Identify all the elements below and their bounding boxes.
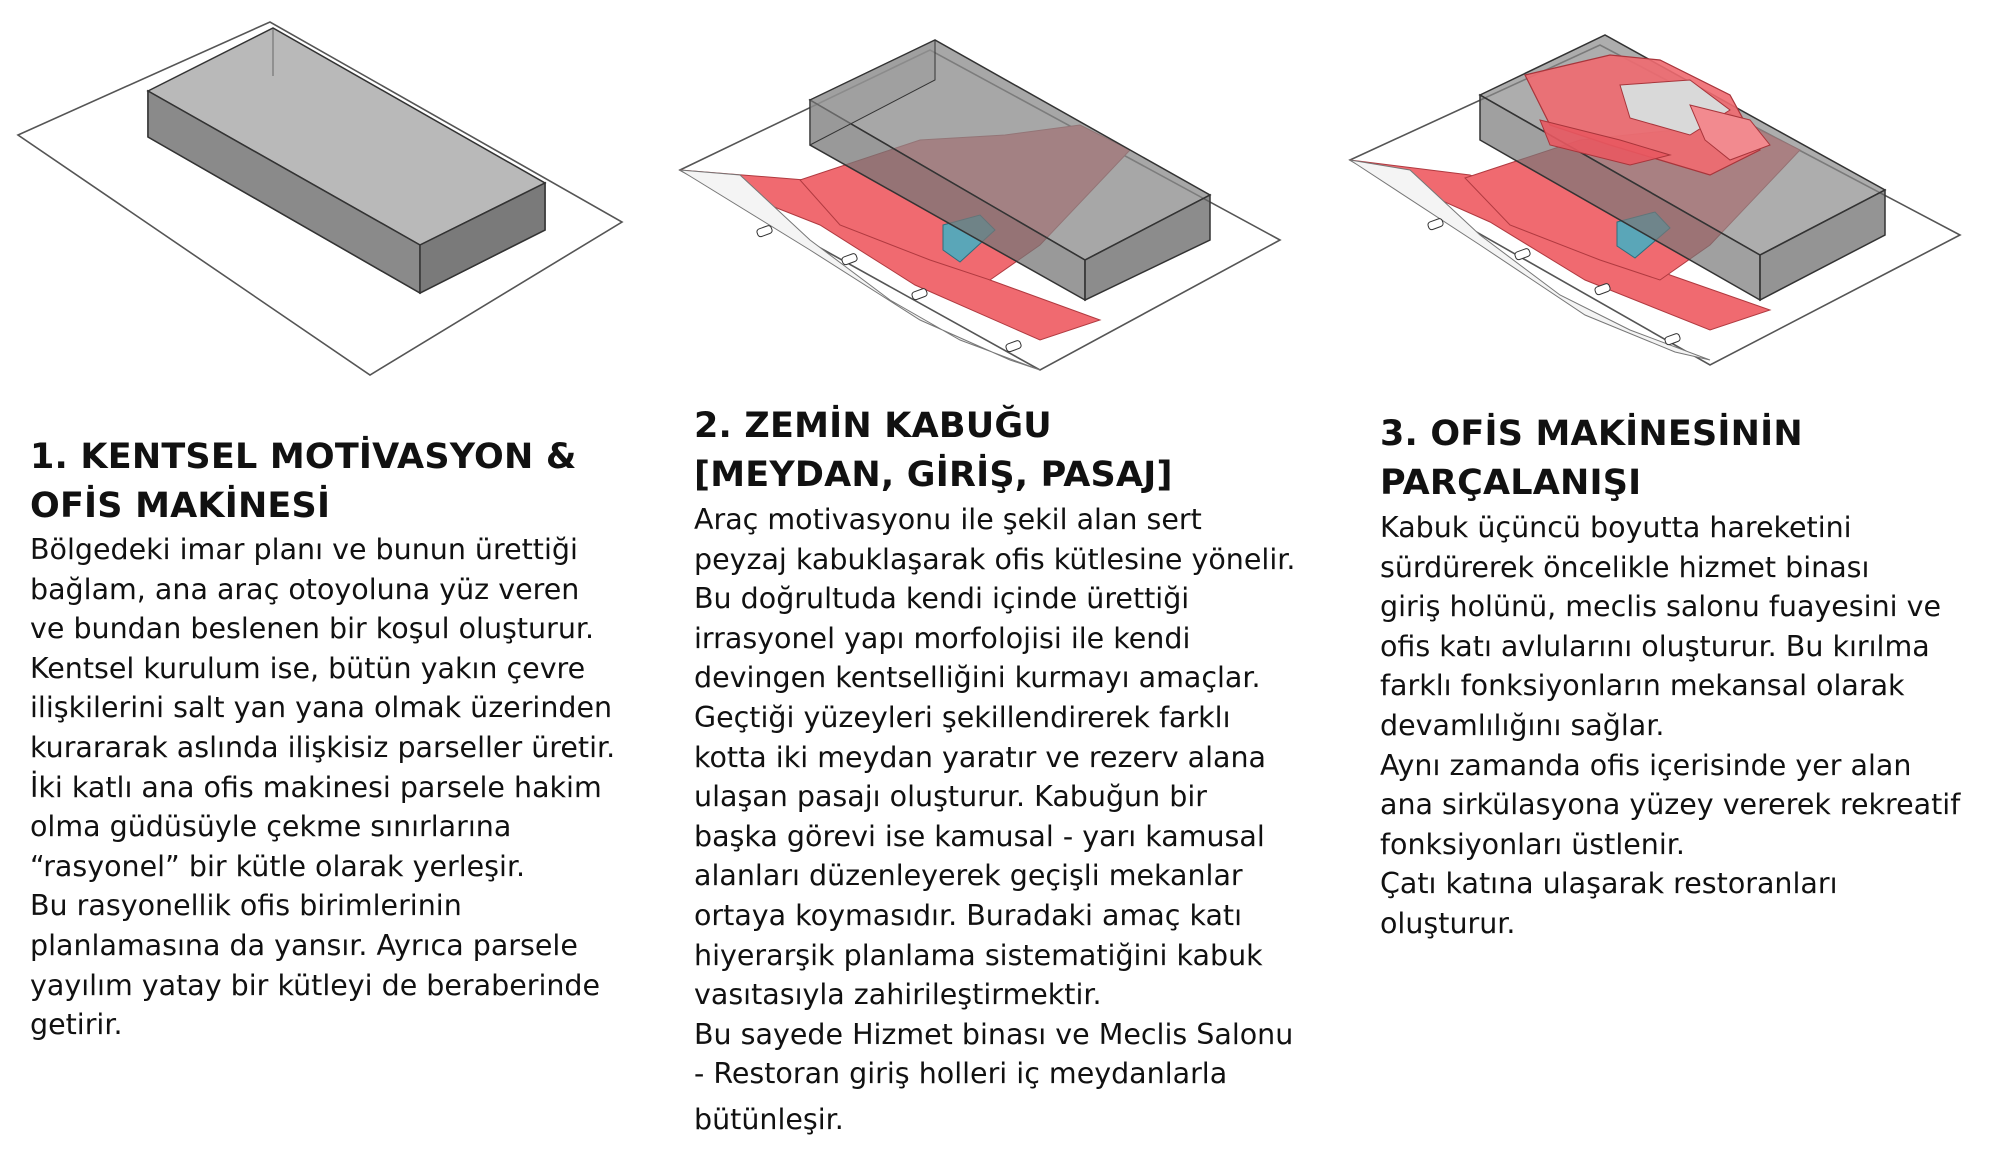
panel-2-line: başka görevi ise kamusal - yarı kamusal xyxy=(694,819,1265,853)
panel-1-line: olma güdüsüyle çekme sınırlarına xyxy=(30,810,512,844)
panel-1-line: yayılım yatay bir kütleyi de beraberinde xyxy=(30,968,601,1002)
panel-2-line: peyzaj kabuklaşarak ofis kütlesine yönelir. xyxy=(694,542,1296,576)
panel-3-body xyxy=(1380,508,1960,944)
panel-3-line: ofis katı avlularını oluşturur. Bu kırılma xyxy=(1380,629,1930,663)
diagram-2-ground-shell xyxy=(660,0,1300,400)
panel-3-line: ana sirkülasyona yüzey vererek rekreatif xyxy=(1380,788,1961,822)
panel-3-line: oluşturur. xyxy=(1380,906,1516,940)
panel-1-line: bağlam, ana araç otoyoluna yüz veren xyxy=(30,572,580,606)
panel-1-line: kurararak aslında ilişkisiz parseller üretir. xyxy=(30,730,616,764)
panel-3-line: Kabuk üçüncü boyutta hareketini xyxy=(1380,511,1852,544)
panel-2-line: ulaşan pasajı oluşturur. Kabuğun bir xyxy=(694,780,1207,814)
panel-1-line: planlamasına da yansır. Ayrıca parsele xyxy=(30,928,578,962)
panel-2-line: irrasyonel yapı morfolojisi ile kendi xyxy=(694,621,1191,655)
panel-3-line: fonksiyonları üstlenir. xyxy=(1380,827,1685,861)
panel-1-line: Bölgedeki imar planı ve bunun ürettiği xyxy=(30,533,578,566)
panel-2-body xyxy=(694,500,1295,1140)
panel-1-line: ve bundan beslenen bir koşul oluşturur. xyxy=(30,612,595,646)
panel-2-line: Bu doğrultuda kendi içinde ürettiği xyxy=(694,582,1190,616)
panel-1-title xyxy=(30,433,577,531)
panel-3-line: Aynı zamanda ofis içerisinde yer alan xyxy=(1380,748,1912,782)
panel-2-line: bütünleşir. xyxy=(694,1102,844,1136)
panel-2-line: devingen kentselliğini kurmayı amaçlar. xyxy=(694,661,1261,695)
panel-3-line: giriş holünü, meclis salonu fuayesini ve xyxy=(1380,590,1942,624)
diagram-1-urban-motivation xyxy=(0,0,640,400)
panel-2-line: Geçtiği yüzeyleri şekillendirerek farklı xyxy=(694,700,1231,734)
panel-1-title-line-2: OFİS MAKİNESİ xyxy=(30,486,331,526)
panel-2-line: ortaya koymasıdır. Buradaki amaç katı xyxy=(694,898,1243,932)
panel-1-line: Kentsel kurulum ise, bütün yakın çevre xyxy=(30,651,586,685)
panel-2-title-line-1: 2. ZEMİN KABUĞU xyxy=(694,406,1052,446)
panel-2-line: - Restoran giriş holleri iç meydanlarla xyxy=(694,1057,1228,1091)
panel-1-line: Bu rasyonellik ofis birimlerinin xyxy=(30,889,462,923)
panel-2-title-line-2: [MEYDAN, GİRİŞ, PASAJ] xyxy=(694,455,1173,495)
panel-1-line: İki katlı ana ofis makinesi parsele hakim xyxy=(30,770,602,804)
panel-2-line: alanları düzenleyerek geçişli mekanlar xyxy=(694,859,1243,893)
panel-2-line: Bu sayede Hizmet binası ve Meclis Salonu xyxy=(694,1017,1294,1051)
panel-3-line: farklı fonksiyonların mekansal olarak xyxy=(1380,669,1905,703)
panel-1-body xyxy=(30,530,615,1045)
panel-2-line: vasıtasıyla zahirileştirmektir. xyxy=(694,978,1102,1012)
panel-3-line: Çatı katına ulaşarak restoranları xyxy=(1380,867,1838,901)
diagram-3-fragmentation xyxy=(1330,0,2000,400)
panel-3-title-line-1: 3. OFİS MAKİNESİNİN xyxy=(1380,414,1803,454)
panel-3-title-line-2: PARÇALANIŞI xyxy=(1380,463,1642,503)
panel-3-title xyxy=(1380,410,1803,508)
panel-1-line: getirir. xyxy=(30,1008,123,1042)
panel-2-line: hiyerarşik planlama sistematiğini kabuk xyxy=(694,938,1263,972)
panel-3-line: devamlılığını sağlar. xyxy=(1380,708,1665,742)
panel-1-line: “rasyonel” bir kütle olarak yerleşir. xyxy=(30,849,526,883)
panel-2-title xyxy=(694,402,1173,500)
panel-1-line: ilişkilerini salt yan yana olmak üzerinden xyxy=(30,691,613,725)
panel-3-line: sürdürerek öncelikle hizmet binası xyxy=(1380,550,1870,584)
panel-2-line: Araç motivasyonu ile şekil alan sert xyxy=(694,503,1202,536)
panel-1-title-line-1: 1. KENTSEL MOTİVASYON & xyxy=(30,437,577,477)
panel-2-line: kotta iki meydan yaratır ve rezerv alana xyxy=(694,740,1267,774)
